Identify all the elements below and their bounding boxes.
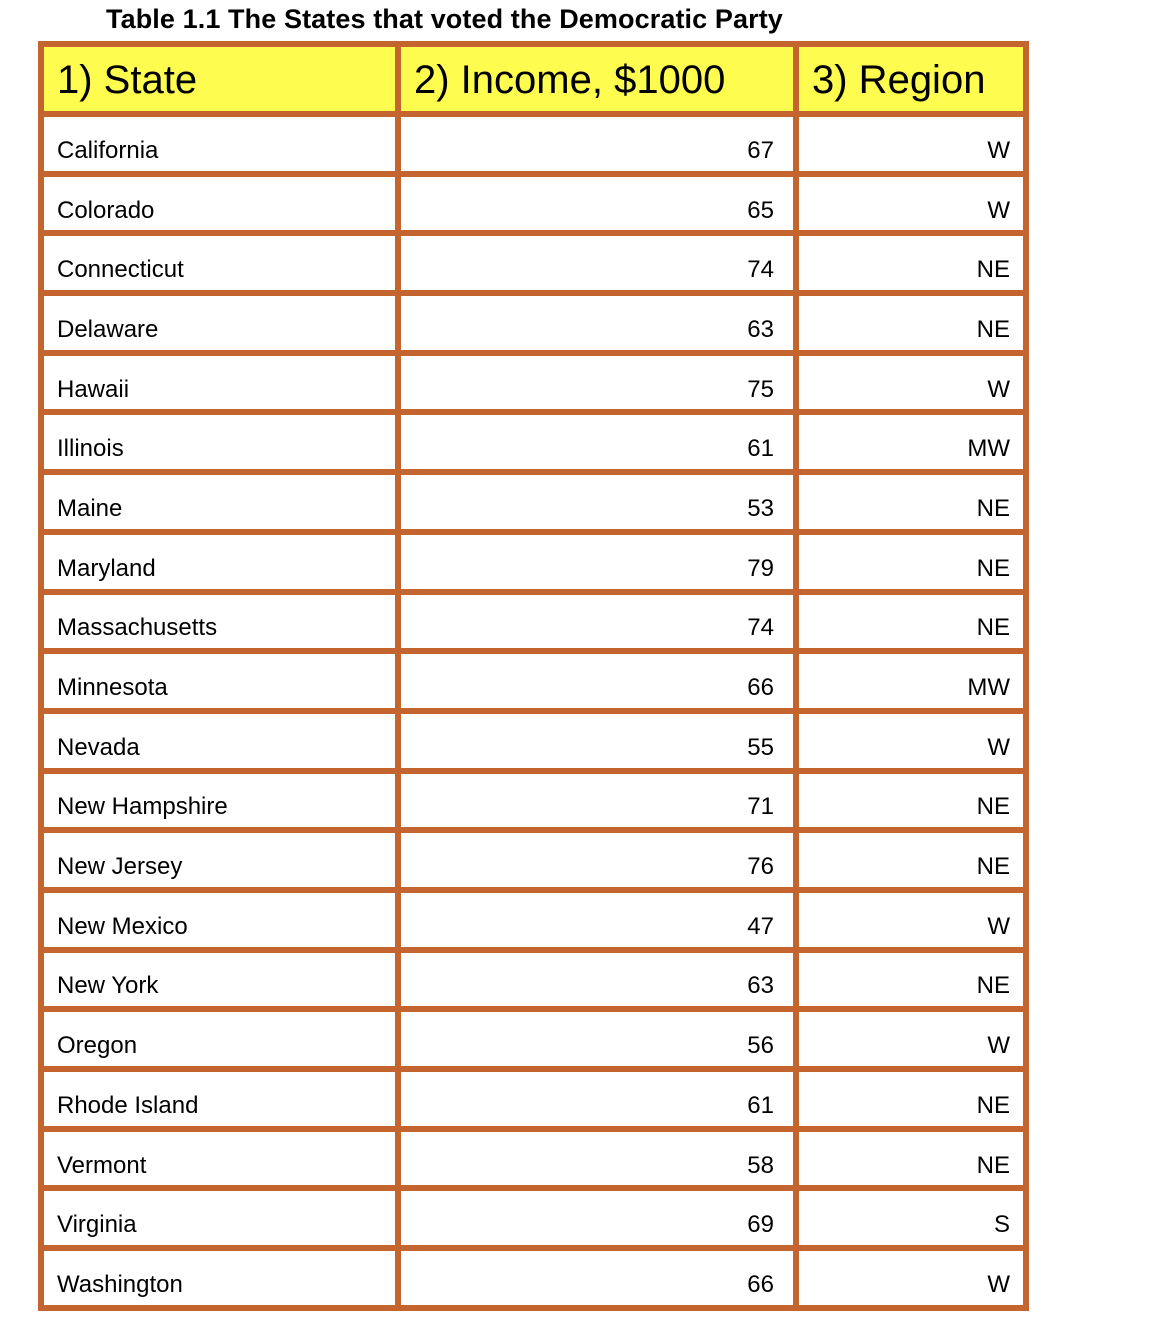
table-row (41, 293, 1026, 353)
income-cell: 74 (398, 233, 796, 293)
column-header-income: 2) Income, $1000 (398, 44, 796, 114)
table-row (41, 532, 1026, 592)
table-row (41, 1009, 1026, 1069)
region-cell: W (796, 174, 1026, 234)
income-cell: 63 (398, 950, 796, 1010)
region-cell: NE (796, 293, 1026, 353)
region-cell: NE (796, 1129, 1026, 1189)
table-row (41, 1188, 1026, 1248)
region-cell: NE (796, 830, 1026, 890)
region-cell: W (796, 711, 1026, 771)
income-cell: 67 (398, 114, 796, 174)
state-cell: Virginia (41, 1188, 398, 1248)
table-row (41, 651, 1026, 711)
table-row (41, 114, 1026, 174)
income-cell: 79 (398, 532, 796, 592)
state-cell: New Hampshire (41, 771, 398, 831)
table-row (41, 472, 1026, 532)
table-row (41, 950, 1026, 1010)
header-row (41, 44, 1026, 114)
table-row (41, 711, 1026, 771)
region-cell: W (796, 353, 1026, 413)
state-cell: Delaware (41, 293, 398, 353)
state-cell: New York (41, 950, 398, 1010)
state-cell: Connecticut (41, 233, 398, 293)
table-row (41, 353, 1026, 413)
table-row (41, 412, 1026, 472)
state-cell: Rhode Island (41, 1069, 398, 1129)
state-cell: Vermont (41, 1129, 398, 1189)
table-row (41, 592, 1026, 652)
table-row (41, 174, 1026, 234)
state-cell: Minnesota (41, 651, 398, 711)
income-cell: 76 (398, 830, 796, 890)
income-cell: 74 (398, 592, 796, 652)
income-cell: 71 (398, 771, 796, 831)
income-cell: 61 (398, 412, 796, 472)
states-table (38, 41, 1029, 1311)
table-row (41, 1129, 1026, 1189)
state-cell: Illinois (41, 412, 398, 472)
state-cell: Nevada (41, 711, 398, 771)
region-cell: NE (796, 1069, 1026, 1129)
income-cell: 61 (398, 1069, 796, 1129)
state-cell: Hawaii (41, 353, 398, 413)
state-cell: New Mexico (41, 890, 398, 950)
table-row (41, 890, 1026, 950)
region-cell: NE (796, 950, 1026, 1010)
state-cell: Oregon (41, 1009, 398, 1069)
table-title: Table 1.1 The States that voted the Democratic Party (106, 4, 783, 34)
region-cell: S (796, 1188, 1026, 1248)
income-cell: 66 (398, 1248, 796, 1308)
state-cell: Maryland (41, 532, 398, 592)
income-cell: 69 (398, 1188, 796, 1248)
state-cell: Massachusetts (41, 592, 398, 652)
income-cell: 47 (398, 890, 796, 950)
region-cell: NE (796, 592, 1026, 652)
table-row (41, 830, 1026, 890)
income-cell: 63 (398, 293, 796, 353)
state-cell: New Jersey (41, 830, 398, 890)
state-cell: Colorado (41, 174, 398, 234)
region-cell: NE (796, 771, 1026, 831)
table-row (41, 1069, 1026, 1129)
region-cell: NE (796, 472, 1026, 532)
column-header-region: 3) Region (796, 44, 1026, 114)
income-cell: 56 (398, 1009, 796, 1069)
region-cell: MW (796, 412, 1026, 472)
table-row (41, 233, 1026, 293)
region-cell: W (796, 890, 1026, 950)
table-row (41, 1248, 1026, 1308)
region-cell: NE (796, 233, 1026, 293)
income-cell: 66 (398, 651, 796, 711)
state-cell: Washington (41, 1248, 398, 1308)
region-cell: MW (796, 651, 1026, 711)
state-cell: California (41, 114, 398, 174)
state-cell: Maine (41, 472, 398, 532)
income-cell: 58 (398, 1129, 796, 1189)
income-cell: 55 (398, 711, 796, 771)
income-cell: 53 (398, 472, 796, 532)
table-row (41, 771, 1026, 831)
region-cell: NE (796, 532, 1026, 592)
region-cell: W (796, 1248, 1026, 1308)
income-cell: 65 (398, 174, 796, 234)
column-header-state: 1) State (41, 44, 398, 114)
region-cell: W (796, 1009, 1026, 1069)
region-cell: W (796, 114, 1026, 174)
income-cell: 75 (398, 353, 796, 413)
